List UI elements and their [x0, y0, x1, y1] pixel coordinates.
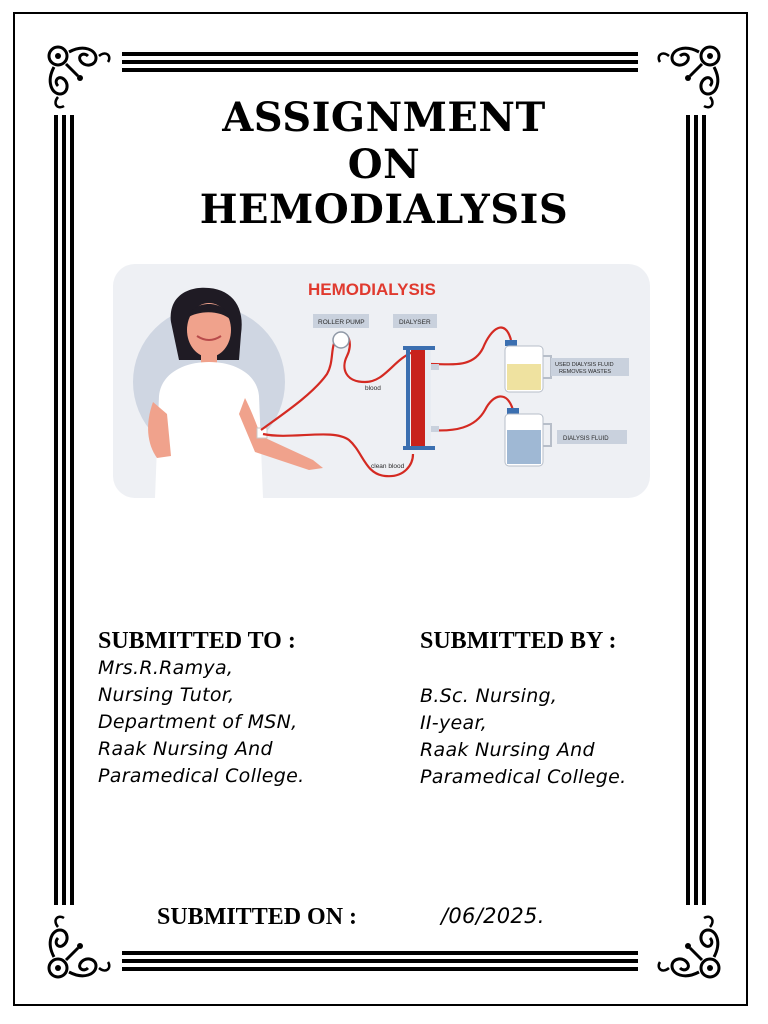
submitted-to-line: Nursing Tutor, [98, 684, 235, 706]
submitted-to-line: Raak Nursing And [98, 738, 273, 760]
corner-ornament-top-right [659, 47, 719, 107]
title-line-1: ASSIGNMENT [222, 94, 546, 141]
submitted-to-line: Mrs.R.Ramya, [98, 657, 234, 679]
left-border-lines [54, 115, 74, 905]
submitted-by-heading: SUBMITTED BY : [420, 628, 617, 654]
hemodialysis-illustration [113, 264, 650, 498]
submitted-by-line: Paramedical College. [420, 766, 627, 788]
title-line-2: ON [347, 141, 421, 188]
submitted-on-heading: SUBMITTED ON : [157, 904, 358, 930]
clean-blood-label: clean blood [371, 463, 405, 470]
submitted-by-line: Raak Nursing And [420, 739, 595, 761]
corner-ornament-top-left [49, 47, 109, 107]
submitted-by-line: B.Sc. Nursing, [420, 685, 558, 707]
blood-label: blood [365, 385, 381, 392]
submitted-to-heading: SUBMITTED TO : [98, 628, 296, 654]
used-fluid-label-1: USED DIALYSIS FLUID [555, 362, 614, 368]
dialyser-label: DIALYSER [399, 319, 431, 326]
corner-ornament-bottom-left [49, 917, 109, 977]
right-border-lines [686, 115, 706, 905]
title-line-3: HEMODIALYSIS [199, 186, 569, 233]
submitted-to-line: Paramedical College. [98, 765, 305, 787]
roller-pump-label: ROLLER PUMP [318, 319, 365, 326]
submitted-on-date: /06/2025. [441, 904, 545, 928]
submitted-to-line: Department of MSN, [98, 711, 298, 733]
illustration-heading: HEMODIALYSIS [308, 280, 436, 299]
used-fluid-label-2: REMOVES WASTES [559, 369, 612, 375]
submitted-to-block [98, 655, 304, 790]
submitted-by-block [420, 683, 626, 791]
dialysis-fluid-label: DIALYSIS FLUID [563, 436, 609, 442]
roller-pump-icon [333, 332, 349, 348]
top-border-lines [122, 52, 638, 72]
corner-ornament-bottom-right [659, 917, 719, 977]
submitted-by-line: II-year, [420, 712, 488, 734]
bottom-border-lines [122, 951, 638, 971]
